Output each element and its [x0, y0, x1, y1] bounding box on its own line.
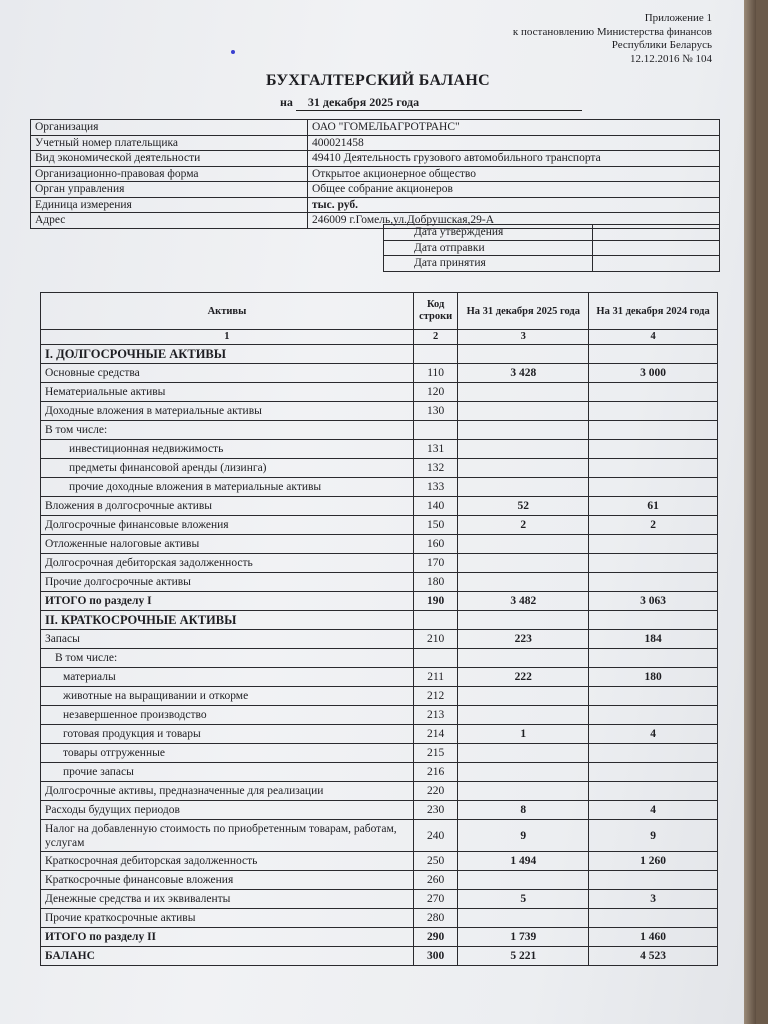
value-2025: 5 221 [458, 947, 589, 966]
row-label: Денежные средства и их эквиваленты [41, 890, 414, 909]
row-label: Прочие краткосрочные активы [41, 909, 414, 928]
balance-row [41, 440, 718, 459]
value-2024: 61 [589, 497, 718, 516]
org-row [31, 182, 720, 198]
balance-row [41, 478, 718, 497]
balance-row [41, 402, 718, 421]
org-field-label: Адрес [31, 213, 308, 229]
col-index: 2 [413, 330, 458, 345]
col-index: 3 [458, 330, 589, 345]
value-2025 [458, 402, 589, 421]
balance-row [41, 687, 718, 706]
value-2025 [458, 649, 589, 668]
col-header-code: Код строки [413, 293, 458, 330]
value-2025 [458, 421, 589, 440]
value-2025 [458, 573, 589, 592]
balance-row [41, 763, 718, 782]
appendix-note [513, 12, 712, 66]
balance-row [41, 592, 718, 611]
row-label: Краткосрочная дебиторская задолженность [41, 852, 414, 871]
col-index: 4 [589, 330, 718, 345]
org-field-label: Орган управления [31, 182, 308, 198]
value-2024: 4 [589, 801, 718, 820]
col-header-2024: На 31 декабря 2024 года [589, 293, 718, 330]
date-value [593, 225, 720, 241]
row-code: 180 [413, 573, 458, 592]
balance-row [41, 852, 718, 871]
row-code [413, 611, 458, 630]
balance-row [41, 554, 718, 573]
header-row [41, 293, 718, 330]
value-2025: 1 494 [458, 852, 589, 871]
date-row [384, 225, 720, 241]
row-code: 170 [413, 554, 458, 573]
value-2025: 1 739 [458, 928, 589, 947]
value-2024 [589, 554, 718, 573]
org-field-label: Организационно-правовая форма [31, 166, 308, 182]
org-row [31, 197, 720, 213]
appendix-line: к постановлению Министерства финансов [512, 25, 712, 38]
report-date: 31 декабря 2025 года [296, 95, 582, 111]
balance-row [41, 725, 718, 744]
balance-row [41, 909, 718, 928]
value-2025: 52 [458, 497, 589, 516]
balance-row [41, 497, 718, 516]
value-2025 [458, 611, 589, 630]
value-2024: 1 460 [589, 928, 718, 947]
value-2024: 184 [589, 630, 718, 649]
appendix-line: 12.12.2016 № 104 [630, 52, 712, 65]
value-2025: 2 [458, 516, 589, 535]
row-code: 150 [413, 516, 458, 535]
value-2025 [458, 763, 589, 782]
value-2025 [458, 478, 589, 497]
org-field-value: 49410 Деятельность грузового автомобильного транспорта [308, 151, 720, 167]
row-code: 133 [413, 478, 458, 497]
value-2024: 3 [589, 890, 718, 909]
ink-dot [231, 50, 235, 54]
date-prefix: на [280, 95, 293, 109]
org-field-value: 246009 г.Гомель,ул.Добрушская,29-А [308, 213, 720, 229]
value-2025 [458, 871, 589, 890]
value-2025: 222 [458, 668, 589, 687]
row-label: II. КРАТКОСРОЧНЫЕ АКТИВЫ [41, 611, 414, 630]
value-2024 [589, 478, 718, 497]
row-code: 211 [413, 668, 458, 687]
org-field-label: Вид экономической деятельности [31, 151, 308, 167]
row-label: БАЛАНС [41, 947, 414, 966]
balance-row [41, 871, 718, 890]
row-label: инвестиционная недвижимость [41, 440, 414, 459]
value-2024 [589, 649, 718, 668]
balance-row [41, 649, 718, 668]
value-2025 [458, 706, 589, 725]
balance-row [41, 459, 718, 478]
row-label: Расходы будущих периодов [41, 801, 414, 820]
row-code: 270 [413, 890, 458, 909]
value-2024: 3 000 [589, 364, 718, 383]
col-header-2025: На 31 декабря 2025 года [458, 293, 589, 330]
row-code: 280 [413, 909, 458, 928]
value-2024 [589, 871, 718, 890]
balance-row [41, 421, 718, 440]
row-label: Отложенные налоговые активы [41, 535, 414, 554]
value-2025: 8 [458, 801, 589, 820]
col-index: 1 [41, 330, 414, 345]
row-label: Доходные вложения в материальные активы [41, 402, 414, 421]
value-2025: 5 [458, 890, 589, 909]
org-row [31, 151, 720, 167]
row-code: 260 [413, 871, 458, 890]
value-2024: 4 [589, 725, 718, 744]
row-code: 220 [413, 782, 458, 801]
row-code: 132 [413, 459, 458, 478]
value-2025 [458, 744, 589, 763]
row-label: животные на выращивании и откорме [41, 687, 414, 706]
value-2024 [589, 383, 718, 402]
value-2024 [589, 535, 718, 554]
balance-table [40, 292, 718, 966]
row-label: I. ДОЛГОСРОЧНЫЕ АКТИВЫ [41, 345, 414, 364]
value-2025 [458, 440, 589, 459]
col-header-assets: Активы [41, 293, 414, 330]
row-label: готовая продукция и товары [41, 725, 414, 744]
row-code: 120 [413, 383, 458, 402]
value-2024 [589, 706, 718, 725]
row-code: 110 [413, 364, 458, 383]
balance-row [41, 611, 718, 630]
row-code: 215 [413, 744, 458, 763]
value-2025: 3 428 [458, 364, 589, 383]
balance-row [41, 516, 718, 535]
date-label: Дата утверждения [384, 225, 593, 241]
value-2025 [458, 535, 589, 554]
balance-row [41, 535, 718, 554]
organization-table [30, 119, 720, 229]
value-2024 [589, 611, 718, 630]
org-row [31, 135, 720, 151]
value-2025 [458, 345, 589, 364]
date-label: Дата отправки [384, 240, 593, 256]
value-2024: 1 260 [589, 852, 718, 871]
balance-row [41, 668, 718, 687]
value-2025: 9 [458, 820, 589, 852]
appendix-line: Приложение 1 [644, 12, 712, 24]
balance-row [41, 744, 718, 763]
value-2024 [589, 402, 718, 421]
row-label: Налог на добавленную стоимость по приобретенным товарам, работам, услугам [41, 820, 414, 852]
report-date-line [280, 95, 582, 111]
value-2024: 3 063 [589, 592, 718, 611]
balance-row [41, 782, 718, 801]
row-code: 214 [413, 725, 458, 744]
row-label: Основные средства [41, 364, 414, 383]
balance-row [41, 383, 718, 402]
row-label: В том числе: [41, 421, 414, 440]
value-2024 [589, 459, 718, 478]
date-row [384, 256, 720, 272]
appendix-line: Республики Беларусь [611, 39, 712, 51]
date-label: Дата принятия [384, 256, 593, 272]
balance-row [41, 928, 718, 947]
org-field-label: Организация [31, 120, 308, 136]
value-2024: 2 [589, 516, 718, 535]
value-2025 [458, 687, 589, 706]
row-code: 300 [413, 947, 458, 966]
value-2025: 223 [458, 630, 589, 649]
row-code: 212 [413, 687, 458, 706]
value-2025: 1 [458, 725, 589, 744]
row-code [413, 421, 458, 440]
date-value [593, 256, 720, 272]
value-2025: 3 482 [458, 592, 589, 611]
value-2024 [589, 909, 718, 928]
org-field-label: Единица измерения [31, 197, 308, 213]
balance-row [41, 890, 718, 909]
row-code: 213 [413, 706, 458, 725]
balance-row [41, 364, 718, 383]
value-2024 [589, 421, 718, 440]
row-label: материалы [41, 668, 414, 687]
row-code: 160 [413, 535, 458, 554]
org-field-value: Открытое акционерное общество [308, 166, 720, 182]
balance-row [41, 573, 718, 592]
row-code: 210 [413, 630, 458, 649]
date-row [384, 240, 720, 256]
value-2024: 180 [589, 668, 718, 687]
row-code: 140 [413, 497, 458, 516]
row-label: незавершенное производство [41, 706, 414, 725]
row-label: Долгосрочные финансовые вложения [41, 516, 414, 535]
value-2024 [589, 687, 718, 706]
value-2024 [589, 345, 718, 364]
balance-row [41, 706, 718, 725]
org-field-value: 400021458 [308, 135, 720, 151]
document-title: БУХГАЛТЕРСКИЙ БАЛАНС [266, 72, 490, 89]
value-2024 [589, 573, 718, 592]
row-code: 131 [413, 440, 458, 459]
column-index-row [41, 330, 718, 345]
row-code: 290 [413, 928, 458, 947]
row-code: 190 [413, 592, 458, 611]
row-code: 240 [413, 820, 458, 852]
value-2024 [589, 440, 718, 459]
row-code [413, 345, 458, 364]
balance-row [41, 947, 718, 966]
value-2024: 4 523 [589, 947, 718, 966]
row-label: ИТОГО по разделу II [41, 928, 414, 947]
row-label: предметы финансовой аренды (лизинга) [41, 459, 414, 478]
row-code: 130 [413, 402, 458, 421]
value-2024: 9 [589, 820, 718, 852]
row-code: 216 [413, 763, 458, 782]
org-row [31, 166, 720, 182]
row-code [413, 649, 458, 668]
value-2025 [458, 383, 589, 402]
balance-row [41, 630, 718, 649]
value-2024 [589, 744, 718, 763]
dates-table [383, 224, 720, 272]
row-label: ИТОГО по разделу I [41, 592, 414, 611]
value-2024 [589, 763, 718, 782]
row-label: Прочие долгосрочные активы [41, 573, 414, 592]
row-label: Вложения в долгосрочные активы [41, 497, 414, 516]
page-edge-shadow [744, 0, 756, 1024]
row-label: Долгосрочная дебиторская задолженность [41, 554, 414, 573]
row-label: Долгосрочные активы, предназначенные для реализации [41, 782, 414, 801]
balance-row [41, 820, 718, 852]
row-label: прочие доходные вложения в материальные активы [41, 478, 414, 497]
org-row [31, 120, 720, 136]
org-field-value: Общее собрание акционеров [308, 182, 720, 198]
value-2025 [458, 909, 589, 928]
value-2025 [458, 459, 589, 478]
org-field-value: ОАО "ГОМЕЛЬАГРОТРАНС" [308, 120, 720, 136]
org-field-label: Учетный номер плательщика [31, 135, 308, 151]
row-code: 230 [413, 801, 458, 820]
value-2025 [458, 554, 589, 573]
value-2025 [458, 782, 589, 801]
row-label: прочие запасы [41, 763, 414, 782]
row-label: Запасы [41, 630, 414, 649]
balance-row [41, 801, 718, 820]
row-code: 250 [413, 852, 458, 871]
value-2024 [589, 782, 718, 801]
date-value [593, 240, 720, 256]
row-label: Краткосрочные финансовые вложения [41, 871, 414, 890]
row-label: товары отгруженные [41, 744, 414, 763]
org-field-value: тыс. руб. [308, 197, 720, 213]
row-label: В том числе: [41, 649, 414, 668]
row-label: Нематериальные активы [41, 383, 414, 402]
balance-row [41, 345, 718, 364]
